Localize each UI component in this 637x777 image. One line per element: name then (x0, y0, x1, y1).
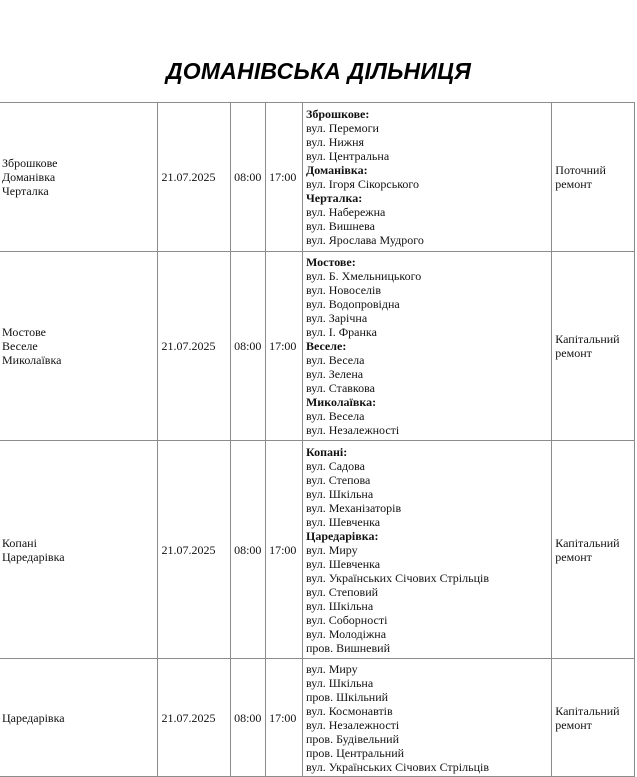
street-name: вул. Набережна (305, 205, 386, 219)
time-from-text: 08:00 (234, 170, 262, 184)
street-name: вул. Ярослава Мудрого (305, 233, 424, 247)
street-name: вул. Українських Січових Стрільців (305, 570, 490, 585)
street-name: вул. Незалежності (305, 717, 400, 732)
repair-type: ремонт (555, 177, 592, 191)
settlements-cell (0, 659, 158, 777)
repair-type: Капітальний (555, 703, 620, 718)
village-heading: Доманівка: (305, 163, 368, 177)
street-name: вул. Соборності (305, 612, 388, 627)
date-cell (158, 659, 231, 777)
repair-type: ремонт (555, 346, 592, 360)
date-text: 21.07.2025 (161, 170, 216, 184)
street-name: вул. Ігоря Сікорського (305, 177, 420, 191)
village-heading: Мостове: (305, 255, 356, 269)
time-to-cell (266, 441, 303, 659)
street-name: вул. Миру (305, 542, 358, 557)
repair-type: Капітальний (555, 535, 620, 550)
village-heading: Копані: (305, 444, 348, 459)
date-text: 21.07.2025 (161, 542, 216, 557)
time-to-cell (266, 659, 303, 777)
settlement-name: Копані (2, 535, 37, 550)
streets-cell (302, 441, 551, 659)
settlements-cell (0, 252, 158, 441)
streets-cell (302, 659, 551, 777)
street-name: вул. Новоселів (305, 283, 382, 297)
date-cell (158, 441, 231, 659)
village-heading: Черталка: (305, 191, 363, 205)
table-row (0, 103, 635, 252)
street-name: вул. Космонавтів (305, 703, 393, 718)
settlement-name: Царедарівка (2, 549, 65, 564)
date-text: 21.07.2025 (161, 710, 216, 725)
time-to-text: 17:00 (269, 542, 297, 557)
street-name: вул. Садова (305, 458, 365, 473)
repair-type: ремонт (555, 549, 592, 564)
street-name: вул. Ставкова (305, 381, 375, 395)
street-name: вул. Молодіжна (305, 626, 387, 641)
street-name: вул. Центральна (305, 149, 390, 163)
street-name: вул. Степова (305, 472, 371, 487)
settlement-name: Зброшкове (2, 156, 58, 170)
street-name: вул. Водопровідна (305, 297, 400, 311)
settlements-cell (0, 441, 158, 659)
street-name: вул. Шкільна (305, 675, 374, 690)
settlement-name: Черталка (2, 184, 49, 198)
streets-cell (302, 103, 551, 252)
street-name: вул. Зелена (305, 367, 364, 381)
settlement-name: Веселе (2, 339, 38, 353)
repair-type-cell (552, 441, 635, 659)
street-name: вул. Шевченка (305, 514, 381, 529)
settlement-name: Доманівка (2, 170, 56, 184)
time-to-text: 17:00 (269, 170, 297, 184)
street-name: вул. Б. Хмельницького (305, 269, 422, 283)
time-from-cell (231, 103, 266, 252)
street-name: вул. Механізаторів (305, 500, 402, 515)
street-name: вул. Зарічна (305, 311, 368, 325)
street-name: вул. Нижня (305, 135, 365, 149)
repair-type-cell (552, 252, 635, 441)
time-from-text: 08:00 (234, 542, 262, 557)
date-cell (158, 103, 231, 252)
date-cell (158, 252, 231, 441)
street-name: вул. Перемоги (305, 121, 379, 135)
repair-type-cell (552, 659, 635, 777)
village-heading: Зброшкове: (305, 107, 370, 121)
street-name: вул. Шкільна (305, 486, 374, 501)
settlements-cell (0, 103, 158, 252)
repair-type: Капітальний (555, 332, 620, 346)
street-name: вул. І. Франка (305, 325, 377, 339)
repair-type-cell (552, 103, 635, 252)
settlement-name: Миколаївка (2, 353, 62, 367)
time-from-cell (231, 441, 266, 659)
time-from-cell (231, 659, 266, 777)
time-to-text: 17:00 (269, 710, 297, 725)
time-to-cell (266, 103, 303, 252)
street-name: вул. Українських Січових Стрільців (305, 759, 490, 774)
time-to-text: 17:00 (269, 339, 297, 353)
time-from-text: 08:00 (234, 339, 262, 353)
street-name: вул. Шевченка (305, 556, 381, 571)
street-name: вул. Вишнева (305, 219, 375, 233)
village-heading: Миколаївка: (305, 395, 377, 409)
time-from-cell (231, 252, 266, 441)
street-name: пров. Вишневий (305, 640, 390, 655)
date-text: 21.07.2025 (161, 339, 216, 353)
page-title: ДОМАНІВСЬКА ДІЛЬНИЦЯ (165, 58, 472, 84)
village-heading: Веселе: (305, 339, 347, 353)
street-name: вул. Степовий (305, 584, 379, 599)
table-row (0, 659, 635, 777)
repair-type: ремонт (555, 717, 592, 732)
streets-cell (302, 252, 551, 441)
street-name: пров. Будівельний (305, 731, 399, 746)
table-row (0, 252, 635, 441)
table-row (0, 441, 635, 659)
street-name: вул. Шкільна (305, 598, 374, 613)
schedule-body (0, 103, 635, 777)
village-heading: Царедарівка: (305, 528, 379, 543)
street-name: вул. Весела (305, 409, 365, 423)
street-name: пров. Центральний (305, 745, 405, 760)
settlement-name: Мостове (2, 325, 47, 339)
street-name: вул. Весела (305, 353, 365, 367)
street-name: пров. Шкільний (305, 689, 389, 704)
settlement-name: Царедарівка (2, 710, 65, 725)
time-from-text: 08:00 (234, 710, 262, 725)
repair-type: Поточний (555, 163, 606, 177)
schedule-table (0, 102, 635, 777)
street-name: вул. Незалежності (305, 423, 400, 437)
street-name: вул. Миру (305, 661, 358, 676)
time-to-cell (266, 252, 303, 441)
